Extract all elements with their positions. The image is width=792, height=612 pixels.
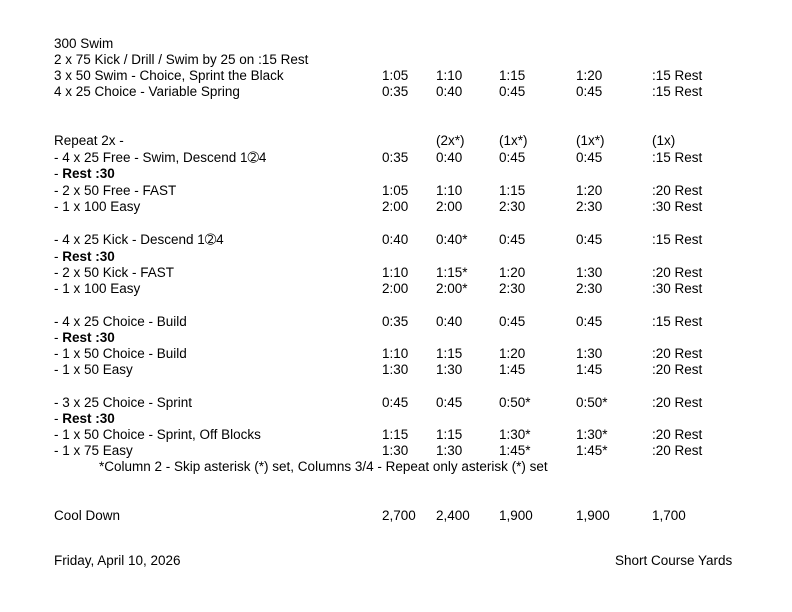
set-row <box>0 395 792 411</box>
interval-col-2: 1:10 <box>436 68 463 83</box>
interval-col-3: 1:30* <box>499 427 531 442</box>
interval-col-4: 1:20 <box>576 183 603 198</box>
total-col-1: 2,700 <box>382 508 416 523</box>
rest-col: :20 Rest <box>652 362 703 377</box>
interval-col-2: 1:15* <box>436 265 468 280</box>
set-row <box>0 314 792 330</box>
rest-label <box>54 330 115 346</box>
set-row <box>0 427 792 443</box>
interval-col-2: 0:40 <box>436 314 463 329</box>
rest-col: :30 Rest <box>652 281 703 296</box>
interval-col-3: 1:20 <box>499 265 526 280</box>
set-row <box>0 281 792 297</box>
interval-col-2: 1:30 <box>436 443 463 458</box>
interval-col-4: 0:45 <box>576 84 603 99</box>
set-label: - 3 x 25 Choice - Sprint <box>54 395 193 410</box>
set-label: - 1 x 50 Easy <box>54 362 133 377</box>
interval-col-1: 1:10 <box>382 346 409 361</box>
rest-prefix: - <box>54 166 63 181</box>
repeat-label: Repeat 2x - <box>54 133 124 148</box>
set-label: - 4 x 25 Choice - Build <box>54 314 187 329</box>
interval-col-1: 0:35 <box>382 314 409 329</box>
set-label: - 4 x 25 Kick - Descend 1➁4 <box>54 232 224 247</box>
rest-col: :15 Rest <box>652 232 703 247</box>
rest-col: :15 Rest <box>652 150 703 165</box>
interval-col-4: 0:45 <box>576 314 603 329</box>
footer-date: Friday, April 10, 2026 <box>54 553 181 568</box>
rest-bold-text: Rest :30 <box>62 330 115 345</box>
rest-label <box>54 249 115 265</box>
rest-row <box>0 166 792 182</box>
interval-col-1: 1:30 <box>382 443 409 458</box>
interval-col-3: 0:45 <box>499 232 526 247</box>
rest-label <box>54 411 115 427</box>
repeat-col-4: (1x*) <box>576 133 605 148</box>
total-col-4: 1,900 <box>576 508 610 523</box>
interval-col-2: 2:00 <box>436 199 463 214</box>
warmup-row <box>0 68 792 84</box>
interval-col-3: 2:30 <box>499 281 526 296</box>
repeat-col-3: (1x*) <box>499 133 528 148</box>
interval-col-4: 2:30 <box>576 281 603 296</box>
total-col-3: 1,900 <box>499 508 533 523</box>
rest-col: :20 Rest <box>652 427 703 442</box>
interval-col-3: 0:45 <box>499 314 526 329</box>
interval-col-3: 1:45* <box>499 443 531 458</box>
interval-col-2: 1:15 <box>436 346 463 361</box>
interval-col-1: 1:30 <box>382 362 409 377</box>
interval-col-1: 1:15 <box>382 427 409 442</box>
interval-col-3: 2:30 <box>499 199 526 214</box>
rest-row <box>0 411 792 427</box>
set-label: - 1 x 50 Choice - Build <box>54 346 187 361</box>
interval-col-3: 1:15 <box>499 183 526 198</box>
interval-col-4: 1:45 <box>576 362 603 377</box>
set-label: - 1 x 75 Easy <box>54 443 133 458</box>
total-col-2: 2,400 <box>436 508 470 523</box>
interval-col-2: 1:15 <box>436 427 463 442</box>
set-label: - 1 x 100 Easy <box>54 281 141 296</box>
total-col-5: 1,700 <box>652 508 686 523</box>
asterisk-note: *Column 2 - Skip asterisk (*) set, Columns 3/4 - Repeat only asterisk (*) set <box>99 459 548 474</box>
interval-col-1: 1:05 <box>382 183 409 198</box>
interval-col-4: 0:45 <box>576 150 603 165</box>
header-line-1 <box>0 36 792 52</box>
set-row <box>0 362 792 378</box>
rest-col: :20 Rest <box>652 443 703 458</box>
set-row <box>0 150 792 166</box>
footer <box>0 553 792 569</box>
interval-col-4: 1:30* <box>576 427 608 442</box>
set-label: 3 x 50 Swim - Choice, Sprint the Black <box>54 68 284 83</box>
interval-col-1: 0:45 <box>382 395 409 410</box>
set-row <box>0 199 792 215</box>
header-line-text: 300 Swim <box>54 36 114 51</box>
asterisk-note-row <box>0 459 792 475</box>
interval-col-4: 1:45* <box>576 443 608 458</box>
rest-prefix: - <box>54 249 63 264</box>
set-label: 4 x 25 Choice - Variable Spring <box>54 84 240 99</box>
interval-col-2: 2:00* <box>436 281 468 296</box>
interval-col-2: 1:10 <box>436 183 463 198</box>
interval-col-3: 0:50* <box>499 395 531 410</box>
footer-course: Short Course Yards <box>615 553 733 568</box>
interval-col-1: 0:40 <box>382 232 409 247</box>
rest-bold-text: Rest :30 <box>62 249 115 264</box>
rest-col: :15 Rest <box>652 314 703 329</box>
interval-col-4: 0:45 <box>576 232 603 247</box>
set-row <box>0 346 792 362</box>
cooldown-row <box>0 508 792 524</box>
interval-col-1: 1:10 <box>382 265 409 280</box>
set-label: - 1 x 100 Easy <box>54 199 141 214</box>
interval-col-1: 1:05 <box>382 68 409 83</box>
rest-prefix: - <box>54 330 63 345</box>
set-label: - 4 x 25 Free - Swim, Descend 1➁4 <box>54 150 267 165</box>
interval-col-2: 0:40 <box>436 84 463 99</box>
interval-col-4: 2:30 <box>576 199 603 214</box>
interval-col-3: 1:20 <box>499 346 526 361</box>
interval-col-1: 0:35 <box>382 84 409 99</box>
interval-col-4: 1:20 <box>576 68 603 83</box>
interval-col-3: 1:15 <box>499 68 526 83</box>
set-label: - 2 x 50 Free - FAST <box>54 183 177 198</box>
set-row <box>0 443 792 459</box>
interval-col-4: 0:50* <box>576 395 608 410</box>
interval-col-3: 0:45 <box>499 84 526 99</box>
repeat-header-row <box>0 133 792 149</box>
interval-col-2: 0:45 <box>436 395 463 410</box>
interval-col-2: 0:40* <box>436 232 468 247</box>
warmup-row <box>0 84 792 100</box>
cooldown-label: Cool Down <box>54 508 121 523</box>
interval-col-1: 2:00 <box>382 281 409 296</box>
interval-col-2: 1:30 <box>436 362 463 377</box>
interval-col-4: 1:30 <box>576 346 603 361</box>
rest-col: :20 Rest <box>652 265 703 280</box>
rest-prefix: - <box>54 411 63 426</box>
set-row <box>0 265 792 281</box>
repeat-col-5: (1x) <box>652 133 676 148</box>
rest-row <box>0 330 792 346</box>
rest-col: :20 Rest <box>652 395 703 410</box>
header-line-2 <box>0 52 792 68</box>
rest-col: :15 Rest <box>652 84 703 99</box>
rest-bold-text: Rest :30 <box>62 411 115 426</box>
interval-col-1: 0:35 <box>382 150 409 165</box>
interval-col-1: 2:00 <box>382 199 409 214</box>
interval-col-2: 0:40 <box>436 150 463 165</box>
interval-col-3: 0:45 <box>499 150 526 165</box>
set-row <box>0 232 792 248</box>
rest-col: :20 Rest <box>652 183 703 198</box>
rest-col: :15 Rest <box>652 68 703 83</box>
set-label: - 2 x 50 Kick - FAST <box>54 265 175 280</box>
rest-col: :30 Rest <box>652 199 703 214</box>
rest-row <box>0 249 792 265</box>
set-row <box>0 183 792 199</box>
interval-col-3: 1:45 <box>499 362 526 377</box>
rest-col: :20 Rest <box>652 346 703 361</box>
set-label: - 1 x 50 Choice - Sprint, Off Blocks <box>54 427 261 442</box>
header-line-text: 2 x 75 Kick / Drill / Swim by 25 on :15 Rest <box>54 52 309 67</box>
rest-bold-text: Rest :30 <box>62 166 115 181</box>
rest-label <box>54 166 115 182</box>
repeat-col-2: (2x*) <box>436 133 465 148</box>
interval-col-4: 1:30 <box>576 265 603 280</box>
